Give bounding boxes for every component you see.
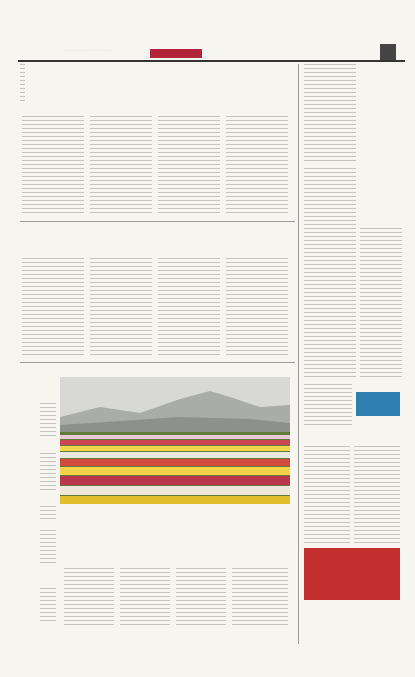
poem-part-text (64, 568, 114, 628)
review-text-col2 (90, 116, 152, 216)
column-separator (298, 64, 299, 644)
review-text-col3 (158, 116, 220, 216)
sidebar-text (20, 64, 25, 102)
poem-part-text (176, 568, 226, 628)
poem-text (40, 588, 56, 624)
poem-part-text (120, 568, 170, 628)
divider (20, 221, 295, 222)
tulip-field-photo (60, 377, 290, 504)
header-note: . . . . . . . . . . . . . . . . . . . . . . . . . . (62, 48, 111, 52)
poem-text (40, 530, 56, 566)
feature-text (360, 228, 402, 378)
essay-text-col1 (22, 258, 84, 356)
tianzhong-logo (356, 392, 400, 416)
poem-text (40, 453, 56, 493)
novel-text (304, 446, 350, 544)
essay-text-col3 (158, 258, 220, 356)
header-rule (18, 60, 405, 62)
review-text-col1 (22, 116, 84, 216)
poem-text (40, 403, 56, 439)
feature-text (304, 168, 356, 378)
feature-text-top (304, 64, 356, 164)
poem-part-text (232, 568, 288, 628)
sidebar-text (304, 384, 352, 428)
novel-text (354, 446, 400, 544)
essay-text-col4 (226, 258, 288, 356)
review-text-col4 (226, 116, 288, 216)
poem-text (40, 506, 56, 520)
divider (20, 362, 295, 363)
ad-banner (304, 548, 400, 600)
paper-name (150, 49, 202, 58)
essay-text-col2 (90, 258, 152, 356)
